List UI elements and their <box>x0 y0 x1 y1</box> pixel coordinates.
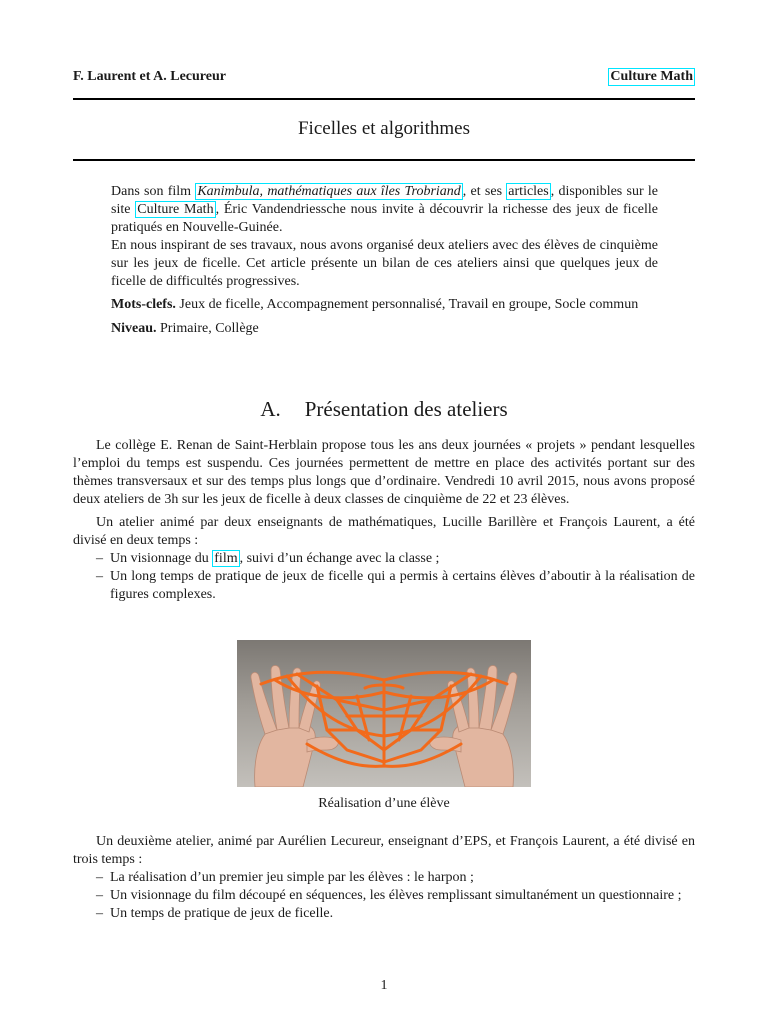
list-item: – Un temps de pratique de jeux de ficelle. <box>73 905 695 923</box>
film-title-link[interactable]: Kanimbula, mathématiques aux îles Trobriand <box>197 184 461 199</box>
title-rule-top <box>73 98 695 100</box>
body-paragraph-1: Le collège E. Renan de Saint-Herblain propose tous les ans deux journées « projets » pendant lesquelles l’emploi du temps est suspendu. Ces journées permettent de mettre en place des activités portant sur des thèmes transversaux et sur des temps plus longs que d’ordinaire. Vendredi 10 avril 2015, nous avons proposé deux ateliers de 3h sur les jeux de ficelle à deux classes de cinquième de 22 et 23 élèves. <box>73 438 695 507</box>
title-rule-bottom <box>73 159 695 161</box>
level-label: Niveau. <box>111 321 157 336</box>
list-text: Un visionnage du <box>110 551 213 566</box>
abstract-text: , et ses <box>462 184 507 199</box>
list-item: – Un long temps de pratique de jeux de ficelle qui a permis à certains élèves d’aboutir à la réalisation de figures complexes. <box>73 568 695 604</box>
figure-caption: Réalisation d’une élève <box>318 796 450 811</box>
abstract-text: Dans son film <box>111 184 196 199</box>
section-heading <box>73 397 695 422</box>
article-title: Ficelles et algorithmes <box>297 118 470 139</box>
abstract-paragraph-1 <box>111 183 658 237</box>
section-number: A. <box>260 397 281 421</box>
page-number: 1 <box>380 978 388 993</box>
keywords-text: Jeux de ficelle, Accompagnement personnalisé, Travail en groupe, Socle commun <box>175 297 639 312</box>
level-text: Primaire, Collège <box>156 321 259 336</box>
section-body <box>73 437 695 604</box>
film-link[interactable]: film <box>214 551 238 566</box>
abstract-text: , disponibles sur le site <box>111 184 658 217</box>
body-paragraph-2: Un atelier animé par deux enseignants de mathématiques, Lucille Barillère et François Laurent, a été divisé en deux temps : <box>73 515 695 548</box>
list-text: , suivi d’un échange avec la classe ; <box>239 551 440 566</box>
abstract-paragraph-2: En nous inspirant de ses travaux, nous avons organisé deux ateliers avec des élèves de cinquième sur les jeux de ficelle. Cet article présente un bilan de ces ateliers ainsi que quelques jeux de ficelle de difficultés progressives. <box>111 238 658 289</box>
list-item <box>73 550 695 568</box>
culture-math-header-link[interactable]: Culture Math <box>610 69 693 84</box>
running-header <box>73 69 695 89</box>
section-body-continued <box>73 833 695 923</box>
articles-link[interactable]: articles <box>508 184 549 199</box>
culture-math-site-link[interactable]: Culture Math <box>137 202 214 217</box>
list-item: – Un visionnage du film découpé en séquences, les élèves remplissant simultanément un questionnaire ; <box>73 887 695 905</box>
string-figure-photo <box>237 640 531 787</box>
level <box>111 320 658 338</box>
keywords <box>111 296 658 314</box>
workshop-1-list <box>73 550 695 604</box>
list-item: – La réalisation d’un premier jeu simple par les élèves : le harpon ; <box>73 869 695 887</box>
workshop-2-list <box>73 869 695 923</box>
abstract-text: , Éric Vandendriessche nous invite à découvrir la richesse des jeux de ficelle pratiqués en Nouvelle-Guinée. <box>111 202 658 235</box>
header-authors: F. Laurent et A. Lecureur <box>73 69 226 84</box>
section-title: Présentation des ateliers <box>304 397 508 421</box>
abstract <box>111 183 658 338</box>
body-paragraph-3: Un deuxième atelier, animé par Aurélien Lecureur, enseignant d’EPS, et François Laurent, a été divisé en trois temps : <box>73 834 695 867</box>
keywords-label: Mots-clefs. <box>111 297 176 312</box>
string-figure-illustration <box>237 640 531 787</box>
